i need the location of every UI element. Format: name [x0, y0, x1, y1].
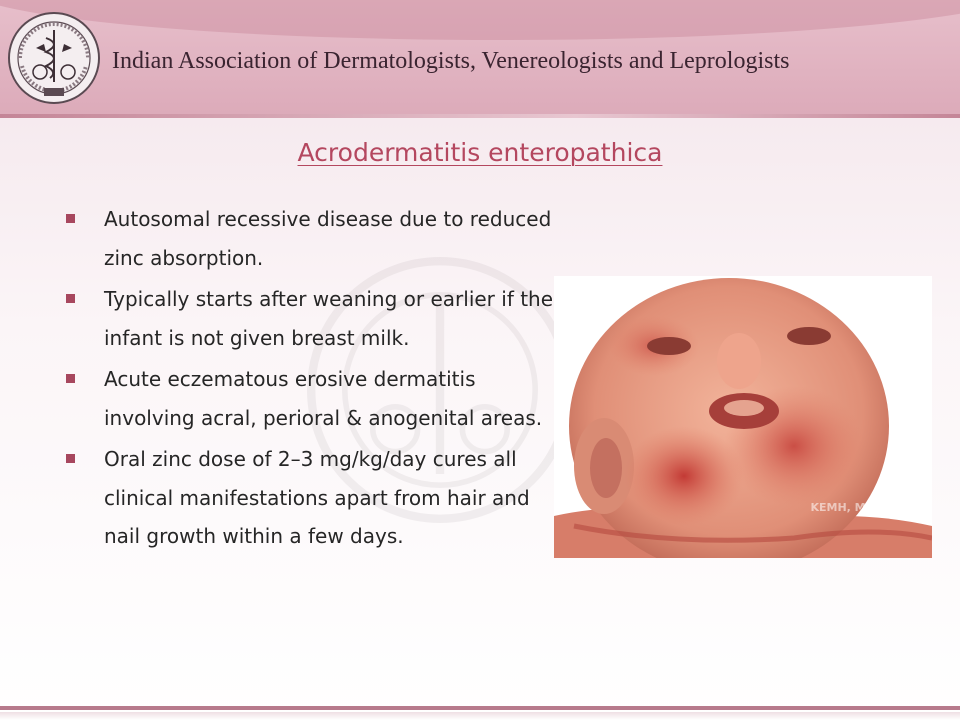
bullet-list	[64, 200, 554, 559]
header-banner	[0, 0, 960, 118]
square-bullet-icon	[66, 374, 75, 383]
square-bullet-icon	[66, 454, 75, 463]
square-bullet-icon	[66, 294, 75, 303]
bullet-text: Acute eczematous erosive dermatitis involving acral, perioral & anogenital areas.	[104, 367, 543, 430]
infant-face-photo	[554, 276, 932, 558]
photo-credit: KEMH, Mumbai	[810, 501, 904, 514]
slide-title: Acrodermatitis enteropathica	[297, 138, 663, 167]
list-item	[64, 200, 554, 277]
clinical-photo	[554, 276, 932, 558]
list-item	[64, 440, 554, 556]
bullet-text: Typically starts after weaning or earlier if the infant is not given breast milk.	[104, 287, 554, 350]
association-logo-icon	[6, 10, 102, 106]
association-name: Indian Association of Dermatologists, Venereologists and Leprologists	[112, 48, 790, 74]
list-item	[64, 360, 554, 437]
square-bullet-icon	[66, 214, 75, 223]
list-item	[64, 280, 554, 357]
header-decoration	[0, 0, 960, 40]
bullet-text: Oral zinc dose of 2–3 mg/kg/day cures all clinical manifestations apart from hair and nail growth within a few days.	[104, 447, 530, 548]
footer-band	[0, 712, 960, 720]
footer-divider	[0, 706, 960, 710]
header-divider	[0, 114, 960, 118]
bullet-text: Autosomal recessive disease due to reduced zinc absorption.	[104, 207, 552, 270]
